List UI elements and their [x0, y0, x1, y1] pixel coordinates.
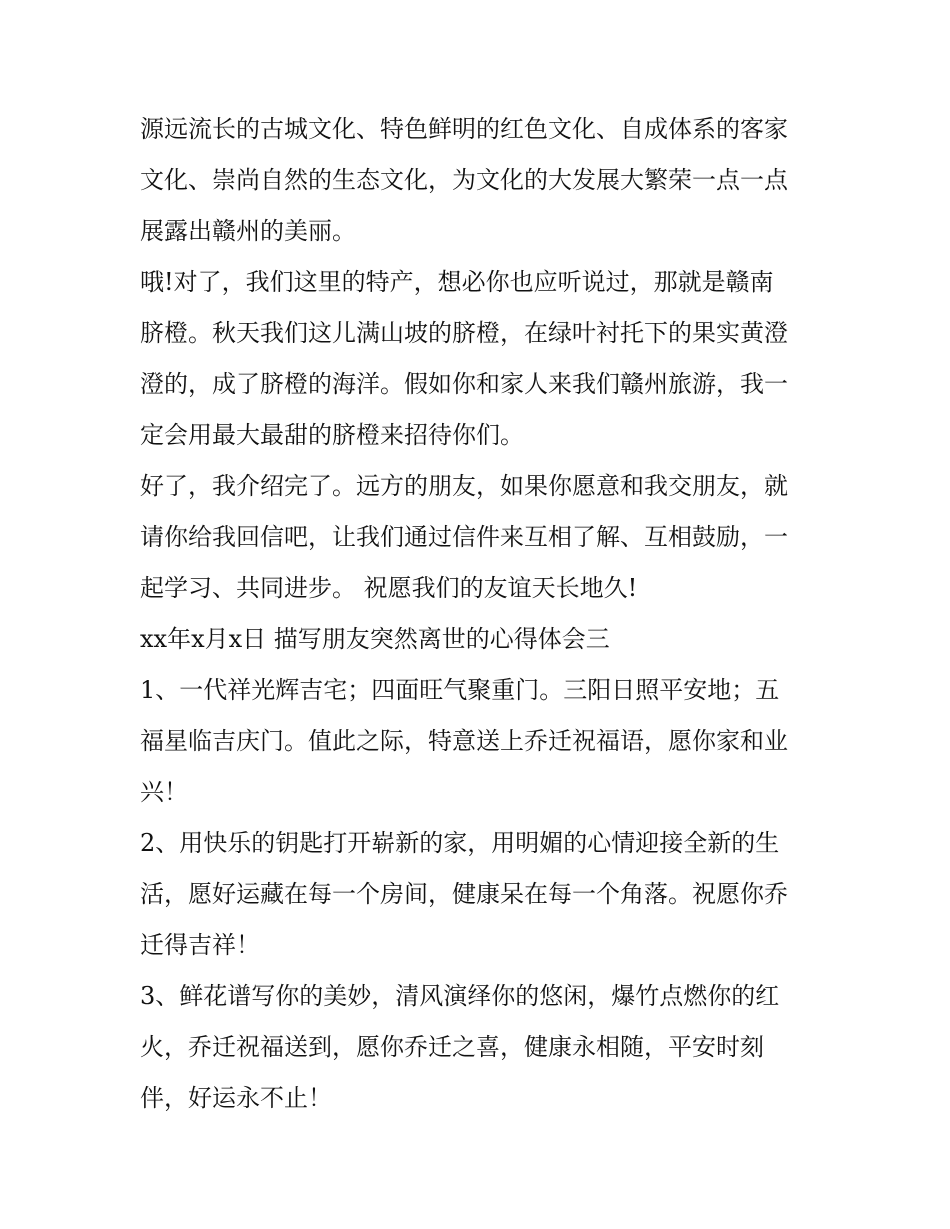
text-line: 请你给我回信吧，让我们通过信件来互相了解、互相鼓励，一	[140, 523, 788, 551]
text-line: 迁得吉祥！	[140, 931, 260, 959]
text-line: 福星临吉庆门。值此之际，特意送上乔迁祝福语，愿你家和业	[140, 727, 788, 755]
text-line: 2、用快乐的钥匙打开崭新的家，用明媚的心情迎接全新的生	[140, 829, 780, 857]
section-heading	[140, 614, 820, 665]
text-line: 兴！	[140, 778, 188, 806]
text-line: 起学习、共同进步。 祝愿我们的友谊天长地久!	[140, 574, 638, 602]
list-item-1	[140, 665, 820, 818]
heading-line: xx年x月x日 描写朋友突然离世的心得体会三	[140, 625, 610, 653]
paragraph-closing	[140, 461, 820, 614]
text-line: 澄的，成了脐橙的海洋。假如你和家人来我们赣州旅游，我一	[140, 370, 788, 398]
text-line: 文化、崇尚自然的生态文化，为文化的大发展大繁荣一点一点	[140, 166, 788, 194]
text-line: 源远流长的古城文化、特色鲜明的红色文化、自成体系的客家	[140, 115, 788, 143]
list-item-3	[140, 971, 820, 1124]
document-body	[140, 104, 820, 1124]
text-line: 伴，好运永不止！	[140, 1084, 332, 1112]
text-line: 哦!对了，我们这里的特产，想必你也应听说过，那就是赣南	[140, 268, 774, 296]
text-line: 展露出赣州的美丽。	[140, 217, 356, 245]
text-line: 活，愿好运藏在每一个房间，健康呆在每一个角落。祝愿你乔	[140, 880, 788, 908]
text-line: 定会用最大最甜的脐橙来招待你们。	[140, 421, 524, 449]
text-line: 好了，我介绍完了。远方的朋友，如果你愿意和我交朋友，就	[140, 472, 788, 500]
text-line: 3、鲜花谱写你的美妙，清风演绎你的悠闲，爆竹点燃你的红	[140, 982, 780, 1010]
paragraph-navel-orange	[140, 257, 820, 461]
paragraph-culture	[140, 104, 820, 257]
text-line: 脐橙。秋天我们这儿满山坡的脐橙，在绿叶衬托下的果实黄澄	[140, 319, 788, 347]
text-line: 1、一代祥光辉吉宅；四面旺气聚重门。三阳日照平安地；五	[140, 676, 780, 704]
list-item-2	[140, 818, 820, 971]
text-line: 火，乔迁祝福送到，愿你乔迁之喜，健康永相随，平安时刻	[140, 1033, 764, 1061]
